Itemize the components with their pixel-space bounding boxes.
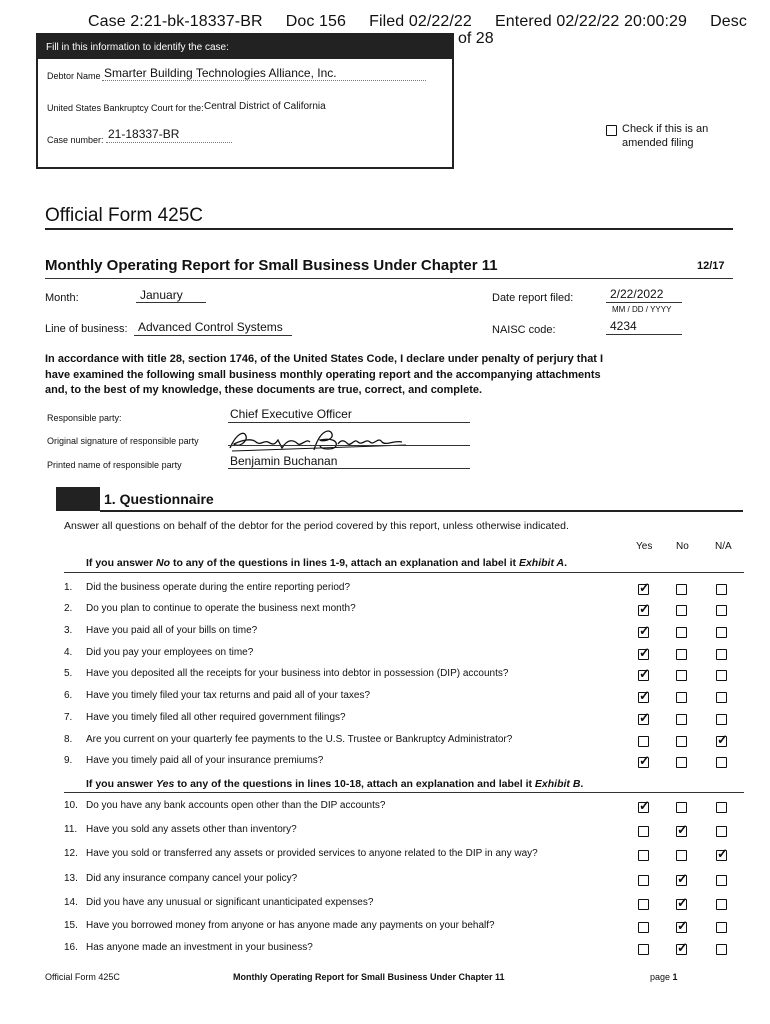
perjury-declaration: In accordance with title 28, section 1746, of the United States Code, I declare under penalty of perjury that I have examined the following small business monthly operating report and the accompanying attachments and, to the best of my knowledge, these documents are true, correct, and complete. <box>45 353 604 396</box>
signature-underline <box>228 445 470 446</box>
question-text: Has anyone made an investment in your business? <box>86 942 313 953</box>
checkbox-na[interactable] <box>716 847 727 865</box>
checkbox-na[interactable] <box>716 689 727 707</box>
checkbox-na[interactable] <box>716 602 727 620</box>
court-label: United States Bankruptcy Court for the: <box>47 103 204 113</box>
question-text: Have you paid all of your bills on time? <box>86 625 258 636</box>
checkbox-na[interactable] <box>716 667 727 685</box>
questionnaire-intro: Answer all questions on behalf of the debtor for the period covered by this report, unless otherwise indicated. <box>64 520 569 532</box>
question-number: 5. <box>64 668 73 679</box>
month-underline <box>136 302 206 303</box>
checkbox-na[interactable] <box>716 823 727 841</box>
month-label: Month: <box>45 292 79 304</box>
instruction-a-rule <box>64 572 744 573</box>
checkbox-no[interactable] <box>676 847 687 865</box>
checkbox-no[interactable] <box>676 872 687 890</box>
checkbox-na[interactable] <box>716 799 727 817</box>
date-filed-underline <box>606 302 682 303</box>
question-number: 11. <box>64 824 78 835</box>
desc-stamp: Desc <box>710 13 747 30</box>
debtor-name-label: Debtor Name <box>47 71 101 81</box>
checkbox-yes[interactable] <box>638 799 649 817</box>
question-number: 15. <box>64 920 78 931</box>
checkbox-no[interactable] <box>676 711 687 729</box>
case-number-underline <box>106 142 232 143</box>
checkbox-yes[interactable] <box>638 646 649 664</box>
naisc-underline <box>606 334 682 335</box>
checkbox-na[interactable] <box>716 941 727 959</box>
section-marker-block <box>56 487 100 511</box>
checkbox-no[interactable] <box>676 624 687 642</box>
question-number: 7. <box>64 712 73 723</box>
responsible-party-field[interactable]: Chief Executive Officer <box>230 407 352 421</box>
footer-report-title: Monthly Operating Report for Small Business Under Chapter 11 <box>233 972 505 982</box>
checkbox-no[interactable] <box>676 733 687 751</box>
date-filed-field[interactable]: 2/22/2022 <box>610 287 664 301</box>
footer-page: page 1 <box>650 972 678 982</box>
checkbox-yes[interactable] <box>638 711 649 729</box>
printed-name-field[interactable]: Benjamin Buchanan <box>230 454 338 468</box>
checkbox-na[interactable] <box>716 754 727 772</box>
naisc-label: NAISC code: <box>492 324 556 336</box>
responsible-party-underline <box>228 422 470 423</box>
checkbox-no[interactable] <box>676 919 687 937</box>
lob-underline <box>134 335 292 336</box>
checkbox-na[interactable] <box>716 581 727 599</box>
checkbox-na[interactable] <box>716 872 727 890</box>
checkbox-no[interactable] <box>676 581 687 599</box>
case-stamp: Case 2:21-bk-18337-BR <box>88 13 263 30</box>
question-number: 14. <box>64 897 78 908</box>
question-number: 2. <box>64 603 73 614</box>
id-box-banner: Fill in this information to identify the case: <box>38 35 452 59</box>
question-text: Do you have any bank accounts open other than the DIP accounts? <box>86 800 386 811</box>
question-number: 12. <box>64 848 78 859</box>
question-text: Have you timely filed all other required government filings? <box>86 712 346 723</box>
question-number: 4. <box>64 647 73 658</box>
question-number: 13. <box>64 873 78 884</box>
checkbox-na[interactable] <box>716 624 727 642</box>
question-number: 3. <box>64 625 73 636</box>
checkbox-na[interactable] <box>716 733 727 751</box>
date-filed-label: Date report filed: <box>492 292 574 304</box>
checkbox-yes[interactable] <box>638 581 649 599</box>
printed-name-underline <box>228 468 470 469</box>
checkbox-yes[interactable] <box>638 667 649 685</box>
checkbox-na[interactable] <box>716 646 727 664</box>
signature-label: Original signature of responsible party <box>47 436 199 446</box>
revision-date: 12/17 <box>697 260 725 272</box>
checkbox-no[interactable] <box>676 754 687 772</box>
form-title-rule <box>45 228 733 230</box>
checkbox-no[interactable] <box>676 602 687 620</box>
question-number: 10. <box>64 800 78 811</box>
question-text: Have you sold or transferred any assets or provided services to anyone related to the DIP in any way? <box>86 848 538 859</box>
question-number: 6. <box>64 690 73 701</box>
checkbox-yes[interactable] <box>638 689 649 707</box>
case-number-field[interactable]: 21-18337-BR <box>108 127 180 141</box>
instruction-exhibit-a: If you answer No to any of the questions in lines 1-9, attach an explanation and label it Exhibit A. <box>86 557 567 569</box>
question-text: Did you have any unusual or significant unanticipated expenses? <box>86 897 374 908</box>
filed-stamp: Filed 02/22/22 <box>369 13 472 30</box>
section-title: 1. Questionnaire <box>104 491 214 507</box>
question-text: Do you plan to continue to operate the business next month? <box>86 603 356 614</box>
checkbox-yes[interactable] <box>638 872 649 890</box>
amended-label-line1: Check if this is an <box>622 123 709 135</box>
question-text: Have you borrowed money from anyone or has anyone made any payments on your behalf? <box>86 920 495 931</box>
question-text: Have you deposited all the receipts for your business into debtor in possession (DIP) accounts? <box>86 668 509 679</box>
report-title-rule <box>45 278 733 279</box>
question-text: Did any insurance company cancel your policy? <box>86 873 298 884</box>
entered-stamp: Entered 02/22/22 20:00:29 <box>495 13 688 30</box>
col-header-na: N/A <box>715 541 732 552</box>
line-of-business-field[interactable]: Advanced Control Systems <box>138 320 283 334</box>
amended-filing-checkbox[interactable] <box>606 122 617 140</box>
question-number: 8. <box>64 734 73 745</box>
court-field[interactable]: Central District of California <box>204 101 326 112</box>
responsible-party-label: Responsible party: <box>47 413 122 423</box>
col-header-yes: Yes <box>636 541 653 552</box>
question-text: Did the business operate during the entire reporting period? <box>86 582 351 593</box>
checkbox-yes[interactable] <box>638 941 649 959</box>
col-header-no: No <box>676 541 689 552</box>
checkbox-yes[interactable] <box>638 624 649 642</box>
question-number: 1. <box>64 582 73 593</box>
checkbox-na[interactable] <box>716 711 727 729</box>
checkbox-yes[interactable] <box>638 754 649 772</box>
report-title: Monthly Operating Report for Small Business Under Chapter 11 <box>45 257 498 274</box>
case-number-label: Case number: <box>47 135 104 145</box>
checkbox-no[interactable] <box>676 799 687 817</box>
checkbox-yes[interactable] <box>638 919 649 937</box>
date-format-hint: MM / DD / YYYY <box>612 305 672 314</box>
checkbox-yes[interactable] <box>638 823 649 841</box>
instruction-b-rule <box>64 792 744 793</box>
question-text: Have you timely filed your tax returns and paid all of your taxes? <box>86 690 371 701</box>
checkbox-yes[interactable] <box>638 847 649 865</box>
checkbox-yes[interactable] <box>638 602 649 620</box>
checkbox-no[interactable] <box>676 689 687 707</box>
question-text: Did you pay your employees on time? <box>86 647 254 658</box>
naisc-field[interactable]: 4234 <box>610 319 637 333</box>
question-number: 9. <box>64 755 73 766</box>
debtor-name-underline <box>102 80 426 81</box>
handwritten-signature <box>226 424 416 454</box>
month-field[interactable]: January <box>140 288 183 302</box>
line-of-business-label: Line of business: <box>45 323 128 335</box>
checkbox-no[interactable] <box>676 896 687 914</box>
page-of-stamp: of 28 <box>458 30 494 47</box>
checkbox-yes[interactable] <box>638 733 649 751</box>
form-title: Official Form 425C <box>45 205 204 226</box>
section-rule <box>100 510 743 512</box>
checkbox-no[interactable] <box>676 667 687 685</box>
printed-name-label: Printed name of responsible party <box>47 460 182 470</box>
checkbox-no[interactable] <box>676 646 687 664</box>
checkbox-na[interactable] <box>716 896 727 914</box>
checkbox-no[interactable] <box>676 941 687 959</box>
checkbox-yes[interactable] <box>638 896 649 914</box>
checkbox-no[interactable] <box>676 823 687 841</box>
instruction-exhibit-b: If you answer Yes to any of the questions in lines 10-18, attach an explanation and label it Exhibit B. <box>86 778 584 790</box>
question-text: Have you timely paid all of your insurance premiums? <box>86 755 324 766</box>
checkbox-na[interactable] <box>716 919 727 937</box>
footer-form-name: Official Form 425C <box>45 972 120 982</box>
question-text: Are you current on your quarterly fee payments to the U.S. Trustee or Bankruptcy Administrator? <box>86 734 513 745</box>
doc-stamp: Doc 156 <box>285 13 347 30</box>
debtor-name-field[interactable]: Smarter Building Technologies Alliance, Inc. <box>104 66 337 80</box>
court-filing-header <box>88 13 747 31</box>
question-text: Have you sold any assets other than inventory? <box>86 824 297 835</box>
question-number: 16. <box>64 942 78 953</box>
amended-label-line2: amended filing <box>622 137 694 149</box>
